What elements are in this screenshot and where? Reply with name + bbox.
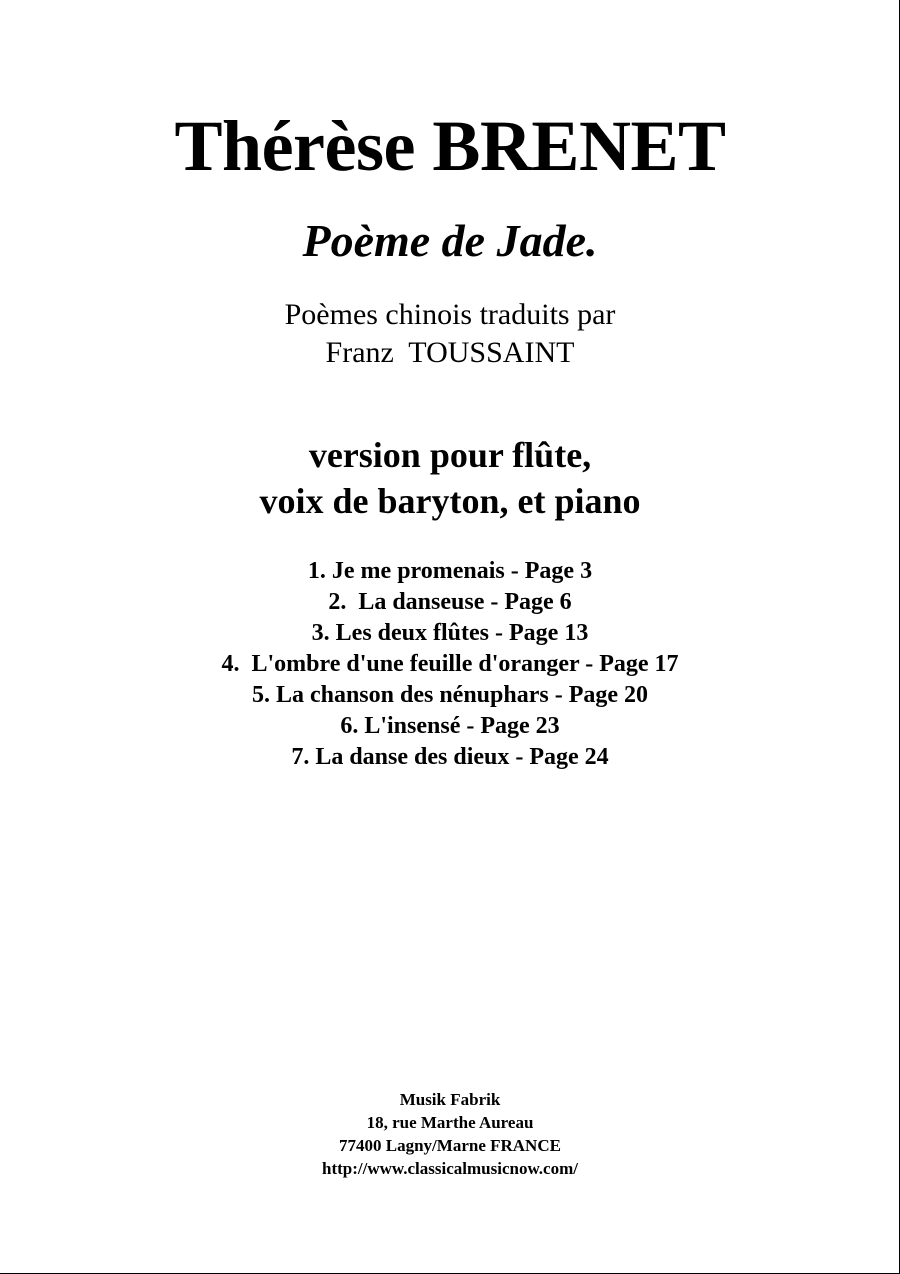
contents-item: 1. Je me promenais - Page 3 [307, 558, 593, 584]
publisher-city: 77400 Lagny/Marne FRANCE [339, 1136, 561, 1155]
contents-item: 6. L'insensé - Page 23 [340, 713, 560, 739]
contents-item: 5. La chanson des nénuphars - Page 20 [251, 682, 649, 708]
composer-name: Thérèse BRENET [174, 106, 726, 186]
translator-name: Franz TOUSSAINT [325, 336, 575, 369]
publisher-url: http://www.classicalmusicnow.com/ [322, 1159, 578, 1178]
contents-item: 3. Les deux flûtes - Page 13 [311, 620, 589, 646]
publisher-name: Musik Fabrik [399, 1090, 501, 1109]
instrumentation-line-1: version pour flûte, [308, 435, 592, 475]
contents-item: 2. La danseuse - Page 6 [328, 589, 572, 615]
work-title: Poème de Jade. [302, 215, 598, 266]
instrumentation-line-2: voix de baryton, et piano [259, 481, 641, 521]
translation-credit-line-1: Poèmes chinois traduits par [284, 298, 616, 331]
contents-item: 4. L'ombre d'une feuille d'oranger - Page 17 [221, 651, 679, 677]
instrumentation [0, 432, 900, 524]
translation-credit [0, 296, 900, 372]
publisher-street: 18, rue Marthe Aureau [366, 1113, 534, 1132]
publisher-block [0, 1088, 900, 1180]
contents-item: 7. La danse des dieux - Page 24 [291, 744, 609, 770]
table-of-contents [0, 556, 900, 773]
